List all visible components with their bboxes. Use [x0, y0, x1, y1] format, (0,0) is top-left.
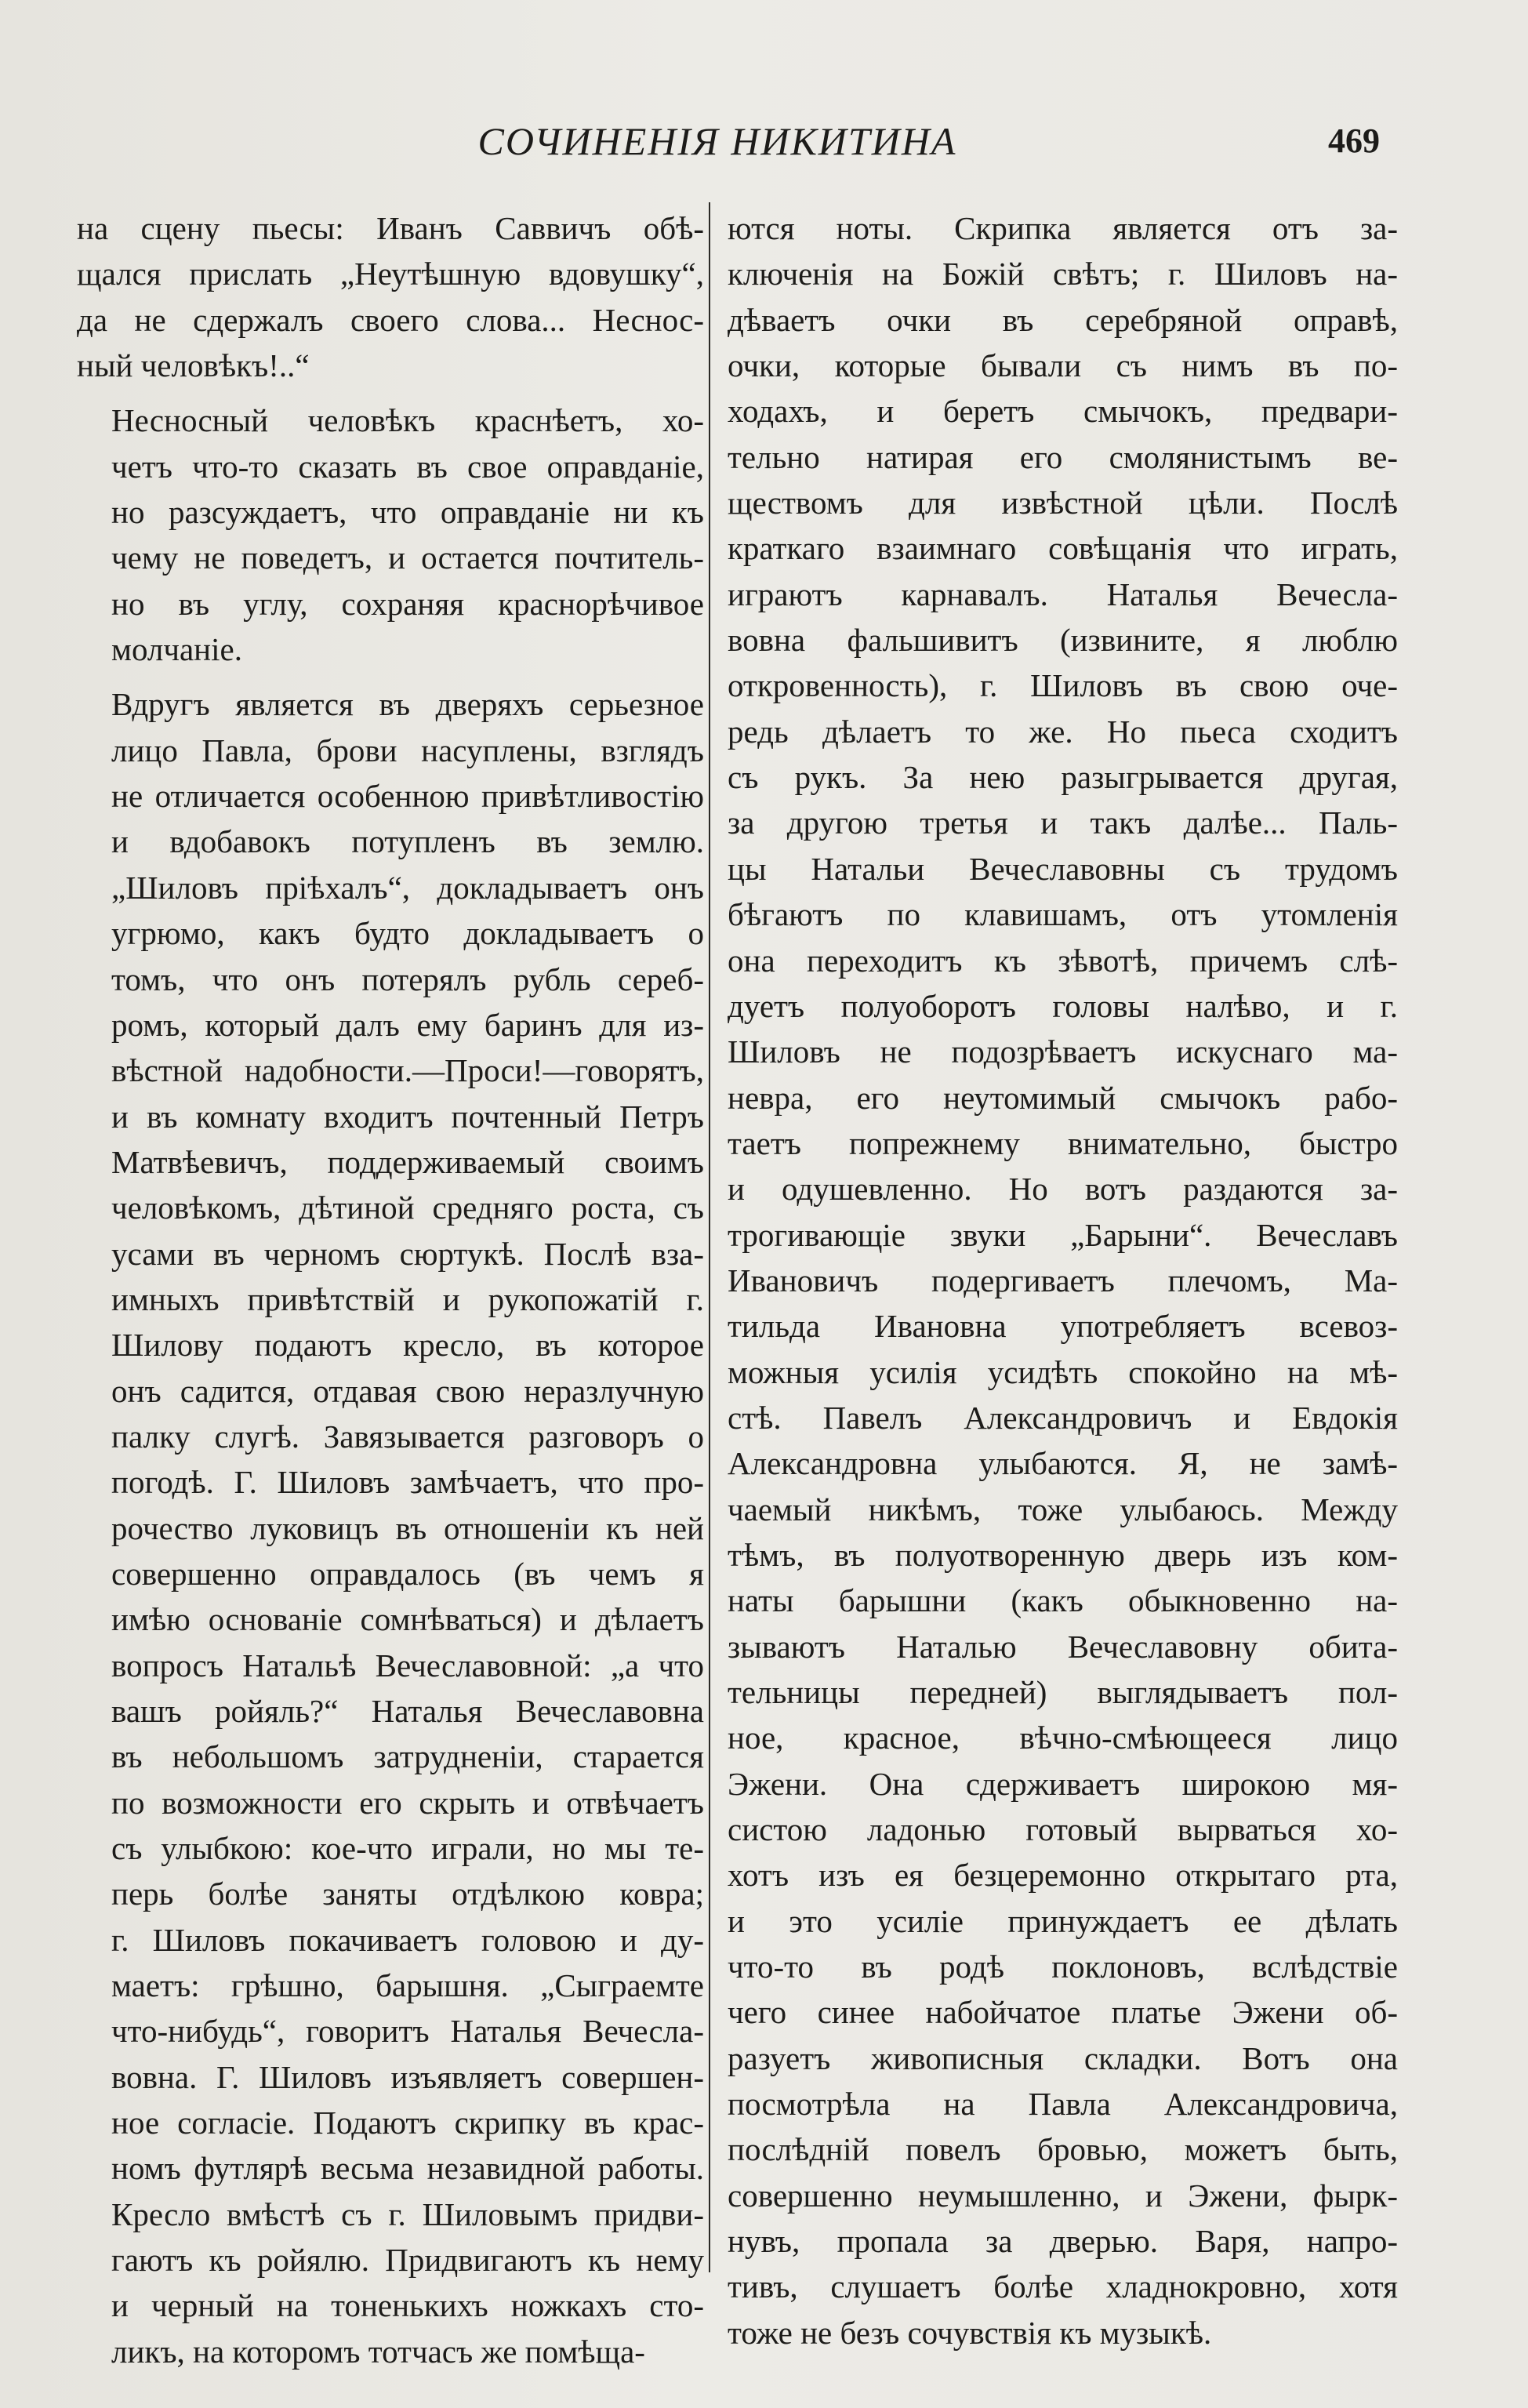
text-line: щался прислать „Неутѣшную вдовушку“,: [77, 256, 704, 292]
text-line: вопросъ Натальѣ Вечеславовной: „а что: [111, 1647, 704, 1683]
text-line: тельницы передней) выглядываетъ пол-: [728, 1674, 1398, 1710]
text-line: хотъ изъ ея безцеремонно открытаго рта,: [728, 1857, 1398, 1894]
text-line: перь болѣе заняты отдѣлкою ковра;: [111, 1876, 704, 1912]
text-line: вѣстной надобности.—Проси!—говорятъ,: [111, 1052, 704, 1089]
text-line: краткаго взаимнаго совѣщанія что играть,: [728, 530, 1398, 567]
text-line: тѣмъ, въ полуотворенную дверь изъ ком-: [728, 1536, 1398, 1573]
right-column: [728, 205, 1398, 2355]
text-line: угрюмо, какъ будто докладываетъ о: [111, 915, 704, 952]
text-line: таетъ попрежнему внимательно, быстро: [728, 1124, 1398, 1161]
text-line: играютъ карнавалъ. Наталья Вечесла-: [728, 576, 1398, 612]
text-line: посмотрѣла на Павла Александровича,: [728, 2086, 1398, 2123]
text-line: Шилову подаютъ кресло, въ которое: [111, 1327, 704, 1364]
text-line: но разсуждаетъ, что оправданіе ни къ: [111, 494, 704, 531]
text-line: вовна. Г. Шиловъ изъявляетъ совершен-: [111, 2058, 704, 2095]
text-line: цы Натальи Вечеславовны съ трудомъ: [728, 850, 1398, 887]
left-column: [77, 205, 704, 2374]
paragraph: [77, 398, 704, 672]
text-line: молчаніе.: [111, 631, 242, 668]
text-line: бѣгаютъ по клавишамъ, отъ утомленія: [728, 896, 1398, 933]
text-line: совершенно неумышленно, и Эжени, фырк-: [728, 2177, 1398, 2214]
text-line: ществомъ для извѣстной цѣли. Послѣ: [728, 485, 1398, 521]
text-line: маетъ: грѣшно, барышня. „Сыграемте: [111, 1967, 704, 2004]
text-line: онъ садится, отдавая свою неразлучную: [111, 1372, 704, 1409]
text-line: Шиловъ не подозрѣваетъ искуснаго ма-: [728, 1033, 1398, 1070]
text-line: Несносный человѣкъ краснѣетъ, хо-: [111, 402, 704, 439]
text-line: наты барышни (какъ обыкновенно на-: [728, 1582, 1398, 1619]
text-line: и вдобавокъ потупленъ въ землю.: [111, 823, 704, 860]
column-divider: [709, 202, 710, 2272]
text-line: трогивающіе звуки „Барыни“. Вечеславъ: [728, 1216, 1398, 1253]
text-line: и одушевленно. Но вотъ раздаются за-: [728, 1171, 1398, 1208]
running-title: СОЧИНЕНІЯ НИКИТИНА: [477, 119, 957, 163]
text-line: лицо Павла, брови насуплены, взглядъ: [111, 732, 704, 768]
text-line: г. Шиловъ покачиваетъ головою и ду-: [111, 1921, 704, 1958]
text-line: ромъ, который далъ ему баринъ для из-: [111, 1006, 704, 1043]
text-line: погодѣ. Г. Шиловъ замѣчаетъ, что про-: [111, 1464, 704, 1501]
text-line: имѣю основаніе сомнѣваться) и дѣлаетъ: [111, 1601, 704, 1638]
text-line: вашъ ройяль?“ Наталья Вечеславовна: [111, 1693, 704, 1729]
text-line: не отличается особенною привѣтливостію: [111, 778, 704, 815]
page-number: 469: [1328, 122, 1380, 160]
text-line: да не сдержалъ своего слова... Неснос-: [77, 301, 704, 338]
text-line: на сцену пьесы: Иванъ Саввичъ обѣ-: [77, 210, 704, 246]
text-line: но въ углу, сохраняя краснорѣчивое: [111, 585, 704, 622]
text-line: гаютъ къ ройялю. Придвигаютъ къ нему: [111, 2242, 704, 2279]
text-line: стѣ. Павелъ Александровичъ и Евдокія: [728, 1399, 1398, 1436]
text-line: откровенность), г. Шиловъ въ свою оче-: [728, 667, 1398, 704]
text-line: зываютъ Наталью Вечеславовну обита-: [728, 1628, 1398, 1665]
text-line: чего синее набойчатое платье Эжени об-: [728, 1994, 1398, 2031]
text-line: систою ладонью готовый вырваться хо-: [728, 1811, 1398, 1848]
text-line: чаемый никѣмъ, тоже улыбаюсь. Между: [728, 1491, 1398, 1527]
text-line: ключенія на Божій свѣтъ; г. Шиловъ на-: [728, 256, 1398, 292]
text-line: и въ комнату входитъ почтенный Петръ: [111, 1098, 704, 1135]
text-line: дѣваетъ очки въ серебряной оправѣ,: [728, 301, 1398, 338]
paragraph: [77, 681, 704, 2374]
text-line: человѣкомъ, дѣтиной средняго роста, съ: [111, 1189, 704, 1226]
text-line: послѣдній повелъ бровью, можетъ быть,: [728, 2131, 1398, 2168]
text-line: невра, его неутомимый смычокъ рабо-: [728, 1079, 1398, 1116]
text-line: Кресло вмѣстѣ съ г. Шиловымъ придви-: [111, 2196, 704, 2232]
text-line: съ рукъ. За нею разыгрывается другая,: [728, 759, 1398, 796]
text-line: Эжени. Она сдерживаетъ широкою мя-: [728, 1765, 1398, 1802]
text-line: очки, которые бывали съ нимъ въ по-: [728, 347, 1398, 384]
text-line: и черный на тоненькихъ ножкахъ сто-: [111, 2287, 704, 2324]
text-line: совершенно оправдалось (въ чемъ я: [111, 1555, 704, 1592]
text-line: что-нибудь“, говоритъ Наталья Вечесла-: [111, 2013, 704, 2050]
text-line: четъ что-то сказать въ свое оправданіе,: [111, 448, 704, 485]
text-line: „Шиловъ пріѣхалъ“, докладываетъ онъ: [111, 869, 704, 906]
text-line: она переходитъ къ зѣвотѣ, причемъ слѣ-: [728, 942, 1398, 979]
text-line: ное согласіе. Подаютъ скрипку въ крас-: [111, 2105, 704, 2141]
text-line: рочество луковицъ въ отношеніи къ ней: [111, 1509, 704, 1546]
text-line: Вдругъ является въ дверяхъ серьезное: [111, 686, 704, 723]
text-line: редь дѣлаетъ то же. Но пьеса сходитъ: [728, 713, 1398, 750]
text-line: можныя усилія усидѣть спокойно на мѣ-: [728, 1353, 1398, 1390]
text-line: за другою третья и такъ далѣе... Паль-: [728, 804, 1398, 841]
text-line: Александровна улыбаются. Я, не замѣ-: [728, 1445, 1398, 1482]
text-line: имныхъ привѣтствій и рукопожатій г.: [111, 1280, 704, 1317]
text-line: тильда Ивановна употребляетъ всевоз-: [728, 1308, 1398, 1345]
text-line: разуетъ живописныя складки. Вотъ она: [728, 2039, 1398, 2076]
text-line: и это усиліе принуждаетъ ее дѣлать: [728, 1902, 1398, 1939]
text-line: номъ футлярѣ весьма незавидной работы.: [111, 2150, 704, 2187]
text-line: томъ, что онъ потерялъ рубль сереб-: [111, 961, 704, 997]
paragraph: [77, 205, 704, 388]
text-line: нувъ, пропала за дверью. Варя, напро-: [728, 2223, 1398, 2260]
text-line: что-то въ родѣ поклоновъ, вслѣдствіе: [728, 1949, 1398, 1985]
text-line: тельно натирая его смолянистымъ ве-: [728, 438, 1398, 475]
text-line: ются ноты. Скрипка является отъ за-: [728, 210, 1398, 246]
text-line: тивъ, слушаетъ болѣе хладнокровно, хотя: [728, 2268, 1398, 2305]
text-line: тоже не безъ сочувствія къ музыкѣ.: [728, 2314, 1212, 2351]
text-line: съ улыбкою: кое-что играли, но мы те-: [111, 1830, 704, 1867]
page-header: [0, 118, 1528, 165]
text-line: въ небольшомъ затрудненіи, старается: [111, 1738, 704, 1775]
text-line: ный человѣкъ!..“: [77, 347, 310, 384]
text-line: ликъ, на которомъ тотчасъ же помѣща-: [111, 2333, 645, 2370]
paragraph: [728, 205, 1398, 2355]
text-line: чему не поведетъ, и остается почтитель-: [111, 539, 704, 576]
text-line: Матвѣевичъ, поддерживаемый своимъ: [111, 1143, 704, 1180]
text-line: вовна фальшивитъ (извините, я люблю: [728, 622, 1398, 659]
text-line: дуетъ полуоборотъ головы налѣво, и г.: [728, 987, 1398, 1024]
text-line: усами въ черномъ сюртукѣ. Послѣ вза-: [111, 1235, 704, 1272]
text-line: ное, красное, вѣчно-смѣющееся лицо: [728, 1720, 1398, 1756]
text-line: по возможности его скрыть и отвѣчаетъ: [111, 1784, 704, 1821]
text-line: палку слугѣ. Завязывается разговоръ о: [111, 1418, 704, 1455]
text-line: Ивановичъ подергиваетъ плечомъ, Ма-: [728, 1262, 1398, 1298]
text-line: ходахъ, и беретъ смычокъ, предвари-: [728, 393, 1398, 430]
